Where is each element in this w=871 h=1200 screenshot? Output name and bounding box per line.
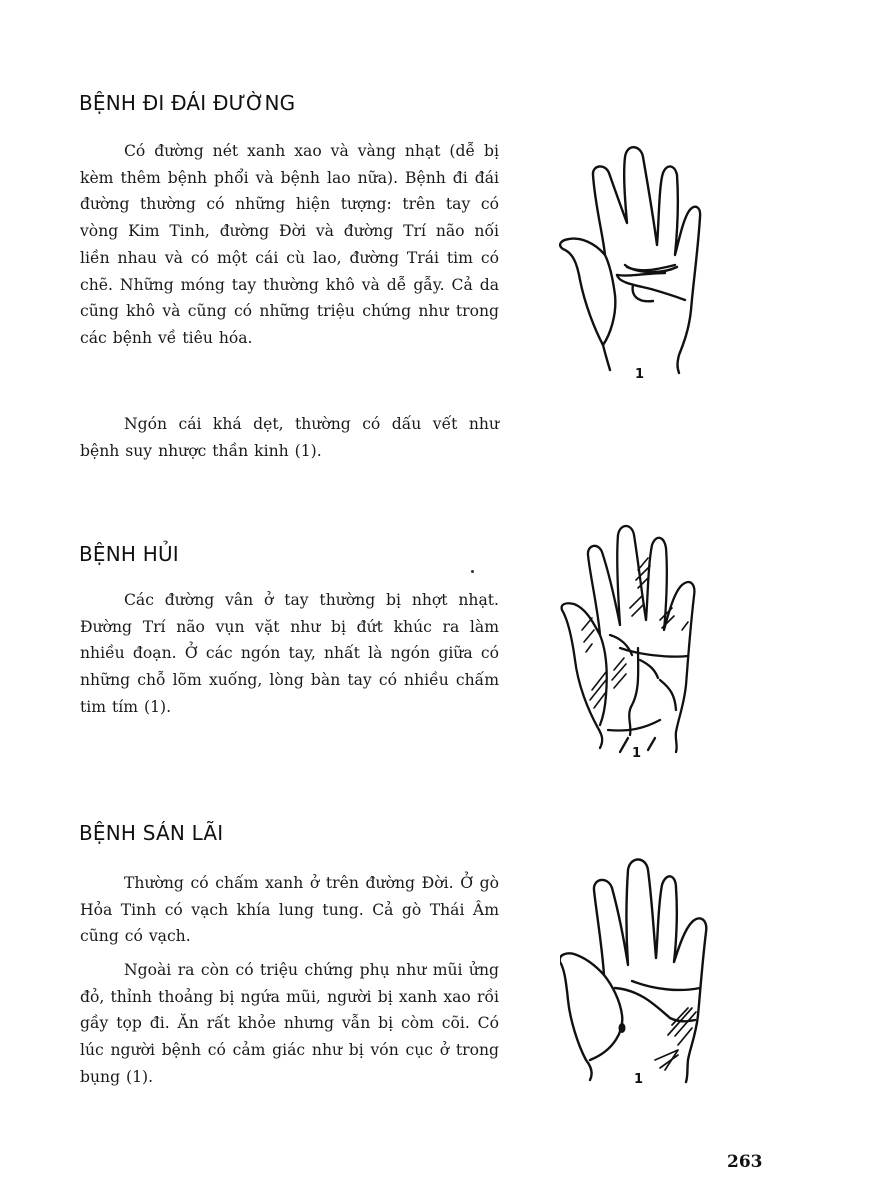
- paragraph-worms-2: Ngoài ra còn có triệu chứng phụ như mũi ửng đỏ, thỉnh thoảng bị ngứa mũi, người bị xanh xao rồi gầy tọp đi. Ăn rất khỏe nhưng vẫn bị còm cõi. Có lúc người bệnh có cảm giác như bị vón cục ở trong bụng (1).: [80, 961, 499, 1086]
- palm-illustration-leprosy-icon: [560, 520, 710, 760]
- section-heading-worms: BỆNH SÁN LÃI: [79, 821, 224, 845]
- figure-label: 1: [632, 746, 642, 761]
- paragraph-worms-1: Thường có chấm xanh ở trên đường Đời. Ở gò Hỏa Tinh có vạch khía lung tung. Cả gò Thái Âm cũng có vạch.: [80, 874, 499, 946]
- section-heading-diabetes: BỆNH ĐI ĐÁI ĐƯỜNG: [79, 91, 296, 115]
- figure-label: 1: [635, 367, 645, 382]
- palm-illustration-diabetes-icon: [555, 145, 705, 380]
- print-speck: [471, 570, 474, 573]
- figure-label: 1: [634, 1072, 644, 1087]
- palm-illustration-worms-icon: [560, 850, 720, 1090]
- paragraph-diabetes-1: Có đường nét xanh xao và vàng nhạt (dễ bị kèm thêm bệnh phổi và bệnh lao nữa). Bệnh đi đái đường thường có những hiện tượng: trên tay có vòng Kim Tinh, đường Đời và đường Trí não nối liền nhau và có một cái cù lao, đường Trái tim có chẽ. Những móng tay thường khô và dễ gẫy. Cả da cũng khô và cũng có những triệu chứng như trong các bệnh về tiêu hóa.: [80, 142, 499, 347]
- paragraph-diabetes-2: Ngón cái khá dẹt, thường có dấu vết như bệnh suy nhược thần kinh (1).: [80, 415, 499, 460]
- section-heading-leprosy: BỆNH HỦI: [79, 542, 179, 566]
- page-number: 263: [727, 1152, 763, 1172]
- paragraph-leprosy-1: Các đường vân ở tay thường bị nhợt nhạt. Đường Trí não vụn vặt như bị đứt khúc ra làm nhiều đoạn. Ở các ngón tay, nhất là ngón giữa có những chỗ lõm xuống, lòng bàn tay có nhiều chấm tim tím (1).: [80, 591, 499, 716]
